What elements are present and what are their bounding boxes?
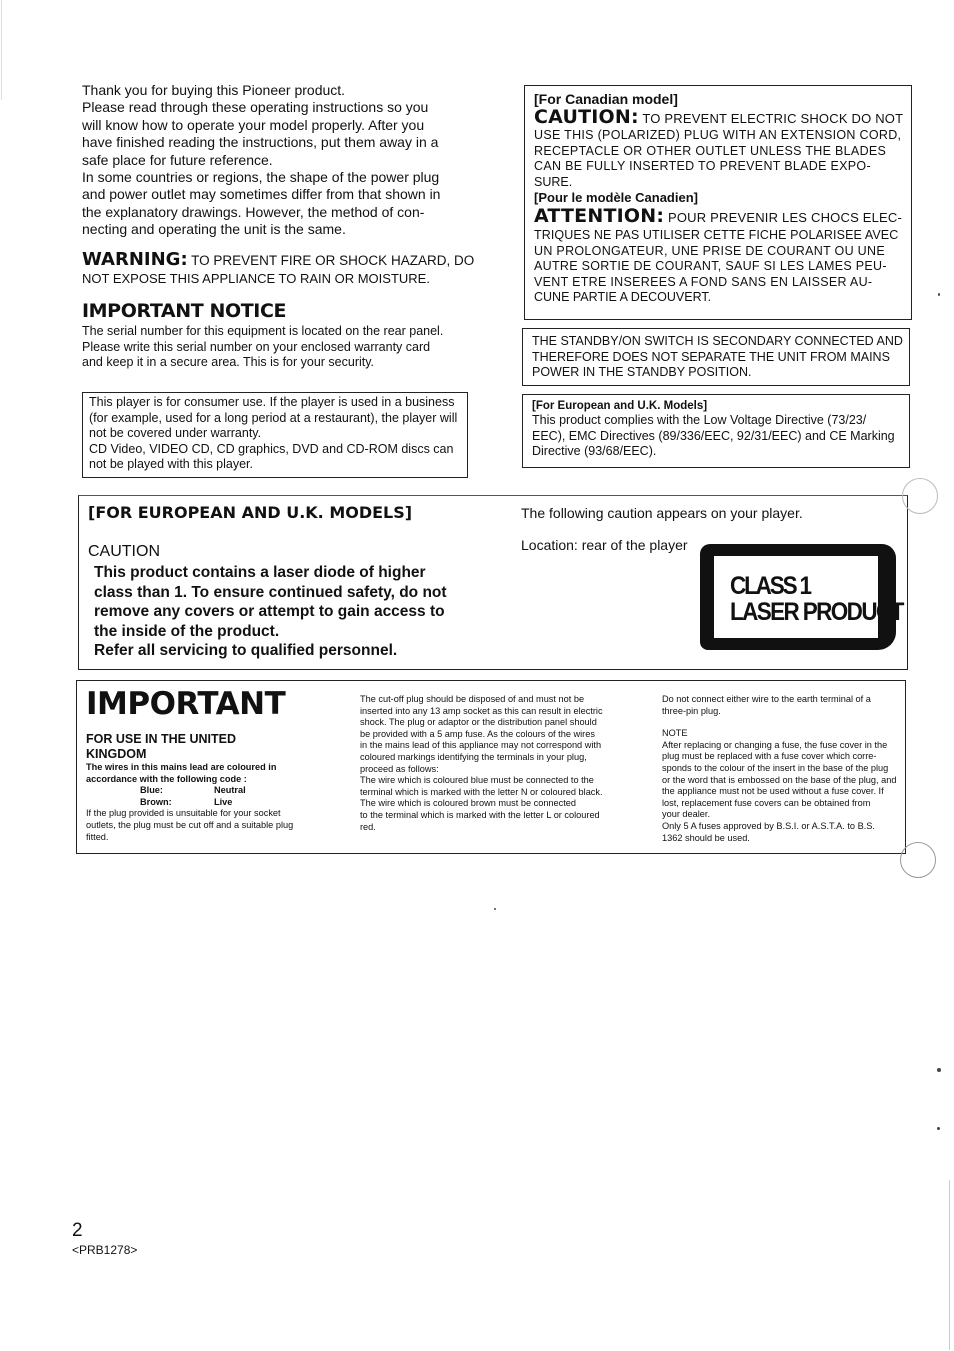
intro-line: have finished reading the instructions, put them away in a (82, 134, 439, 151)
dust-speck (937, 1127, 940, 1130)
eu-caution-line: This product contains a laser diode of higher (94, 564, 426, 581)
note-line: After replacing or changing a fuse, the fuse cover in the (662, 739, 888, 750)
intro-line: Thank you for buying this Pioneer product. (82, 82, 346, 98)
col2-line: red. (360, 821, 376, 832)
caution-heading: CAUTION: (534, 106, 639, 128)
col2-line: The cut-off plug should be disposed of and must not be (360, 694, 585, 704)
uk-heading-2: KINGDOM (86, 747, 147, 761)
standby-line: THE STANDBY/ON SWITCH IS SECONDARY CONNECTED AND (532, 334, 903, 348)
following-caution-text: The following caution appears on your player. (521, 505, 803, 521)
eu-caution-text (94, 563, 494, 661)
notice-line: and keep it in a secure area. This is for your security. (82, 355, 375, 369)
note-line: plug must be replaced with a fuse cover which corre- (662, 751, 877, 762)
attention-line: VENT ETRE INSEREES A FOND SANS EN LAISSER AU- (534, 274, 873, 289)
eu-directive-line: EEC), EMC Directives (89/336/EEC, 92/31/EEC) and CE Marking (532, 428, 895, 443)
note-line: sponds to the colour of the insert in the base of the plug (662, 762, 889, 773)
caution-line: CAN BE FULLY INSERTED TO PREVENT BLADE EXPO- (534, 159, 871, 173)
note-line: your dealer. (662, 809, 711, 820)
intro-line: safe place for future reference. (82, 151, 273, 168)
col2-line: inserted into any 13 amp socket as this can result in electric (360, 705, 603, 716)
note-label: NOTE (662, 728, 688, 739)
attention-line: AUTRE SORTIE DE COURANT, SAUF SI LES LAMES PEU- (534, 259, 887, 273)
french-heading: [Pour le modèle Canadien] (534, 190, 698, 205)
dust-speck (937, 1068, 941, 1072)
eu-directive-line: This product complies with the Low Voltage Directive (73/23/ (532, 413, 867, 427)
col3-line: three-pin plug. (662, 705, 721, 716)
consumer-line: not be played with this player. (89, 457, 253, 471)
important-col3 (662, 694, 902, 844)
uk-heading: FOR USE IN THE UNITED (86, 732, 237, 746)
intro-line: and power outlet may sometimes differ from that shown in (82, 186, 441, 203)
col2-line: The wire which is coloured brown must be connected (360, 798, 577, 809)
col1-line: If the plug provided is unsuitable for your socket (86, 808, 281, 819)
standby-line: POWER IN THE STANDBY POSITION. (532, 365, 752, 379)
col2-line: be provided with a 5 amp fuse. As the colours of the wires (360, 728, 595, 739)
attention-heading: ATTENTION: (534, 205, 665, 227)
col2-line: proceed as follows: (360, 763, 439, 774)
important-col1 (86, 732, 336, 843)
attention-line: UN PROLONGATEUR, UNE PRISE DE COURANT OU UNE (534, 243, 885, 258)
canadian-model-box (524, 85, 912, 320)
col2-line: The wire which is coloured blue must be connected to the (360, 775, 594, 786)
consumer-line: This player is for consumer use. If the player is used in a business (89, 395, 455, 409)
important-col2 (360, 694, 630, 833)
col1-line: fitted. (86, 831, 109, 842)
intro-line: will know how to operate your model properly. After you (82, 116, 425, 133)
consumer-line: (for example, used for a long period at a restaurant), the player will (89, 410, 458, 425)
eu-caution-line: remove any covers or attempt to gain access to (94, 603, 445, 620)
warning-text: TO PREVENT FIRE OR SHOCK HAZARD, DO (191, 253, 475, 268)
consumer-line: not be covered under warranty. (89, 426, 262, 440)
important-notice (82, 298, 482, 371)
caution-line: RECEPTACLE OR OTHER OUTLET UNLESS THE BLADES (534, 143, 887, 158)
dust-speck (494, 908, 496, 910)
blue-value: Neutral (214, 785, 246, 796)
eu-directive-line: Directive (93/68/EEC). (532, 444, 657, 458)
col3-line: Do not connect either wire to the earth terminal of a (662, 694, 871, 704)
attention-line: TRIQUES NE PAS UTILISER CETTE FICHE POLARISEE AVEC (534, 228, 899, 242)
scan-edge-line (1, 0, 2, 100)
caution-text: TO PREVENT ELECTRIC SHOCK DO NOT (642, 111, 904, 126)
standby-line: THEREFORE DOES NOT SEPARATE THE UNIT FROM MAINS (532, 349, 890, 364)
eu-caution-line: class than 1. To ensure continued safety, do not (94, 583, 447, 601)
caution-line: USE THIS (POLARIZED) PLUG WITH AN EXTENSION CORD, (534, 128, 902, 142)
attention-line: CUNE PARTIE A DECOUVERT. (534, 290, 712, 304)
intro-line: necting and operating the unit is the same. (82, 221, 346, 238)
warning-heading: WARNING: (82, 249, 188, 270)
note-line: 1362 should be used. (662, 832, 750, 843)
dust-speck (938, 293, 940, 296)
consumer-line: CD Video, VIDEO CD, CD graphics, DVD and CD-ROM discs can (89, 441, 454, 456)
consumer-use-box (82, 392, 468, 478)
intro-text (82, 82, 474, 239)
location-text: Location: rear of the player (521, 537, 688, 553)
attention-text: POUR PREVENIR LES CHOCS ELEC- (667, 210, 903, 225)
laser-label-line2: LASER PRODUCT (730, 598, 903, 626)
important-notice-heading: IMPORTANT NOTICE (82, 300, 287, 322)
col2-line: terminal which is marked with the letter N or coloured black. (360, 786, 603, 797)
eu-caution-line: Refer all servicing to qualified personnel. (94, 642, 398, 659)
binder-hole-mark (902, 478, 938, 514)
eu-directive-box (522, 394, 910, 468)
standby-switch-box (522, 328, 910, 386)
eu-laser-heading: [FOR EUROPEAN AND U.K. MODELS] (88, 503, 413, 522)
page-number: 2 (72, 1220, 83, 1241)
binder-hole-mark (900, 842, 936, 878)
wires-line: The wires in this mains lead are coloured in (86, 762, 277, 772)
important-heading: IMPORTANT (86, 686, 286, 722)
brown-label: Brown: (140, 796, 172, 807)
brown-value: Live (214, 796, 233, 807)
note-line: the appliance must not be used without a fuse cover. If (662, 786, 884, 797)
eu-caution-label: CAUTION (88, 543, 160, 560)
intro-line: Please read through these operating instructions so you (82, 99, 429, 116)
scan-edge-line (949, 1180, 950, 1350)
col2-line: to the terminal which is marked with the letter L or coloured (360, 809, 600, 820)
laser-label-line1: CLASS 1 (730, 572, 810, 600)
warning-text-2: NOT EXPOSE THIS APPLIANCE TO RAIN OR MOISTURE. (82, 271, 430, 286)
wires-line: accordance with the following code : (86, 773, 247, 784)
col1-line: outlets, the plug must be cut off and a suitable plug (86, 819, 294, 830)
notice-line: Please write this serial number on your enclosed warranty card (82, 339, 431, 354)
canadian-heading: [For Canadian model] (534, 91, 678, 107)
caution-line: SURE. (534, 174, 573, 189)
col2-line: shock. The plug or adaptor or the distribution panel should (360, 717, 597, 728)
note-line: Only 5 A fuses approved by B.S.I. or A.S.T.A. to B.S. (662, 820, 875, 831)
note-line: or the word that is embossed on the base of the plug, and (662, 774, 897, 785)
eu-directive-heading: [For European and U.K. Models] (532, 400, 708, 412)
col2-line: coloured markings identifying the terminals in your plug, (360, 751, 587, 762)
notice-line: The serial number for this equipment is located on the rear panel. (82, 324, 444, 338)
col2-line: in the mains lead of this appliance may not correspond with (360, 740, 602, 751)
intro-line: In some countries or regions, the shape of the power plug (82, 169, 440, 186)
eu-caution-line: the inside of the product. (94, 622, 280, 640)
document-code: <PRB1278> (72, 1243, 138, 1257)
blue-label: Blue: (140, 785, 163, 796)
warning-block (82, 250, 482, 287)
intro-line: the explanatory drawings. However, the method of con- (82, 203, 425, 220)
note-line: lost, replacement fuse covers can be obtained from (662, 797, 871, 808)
